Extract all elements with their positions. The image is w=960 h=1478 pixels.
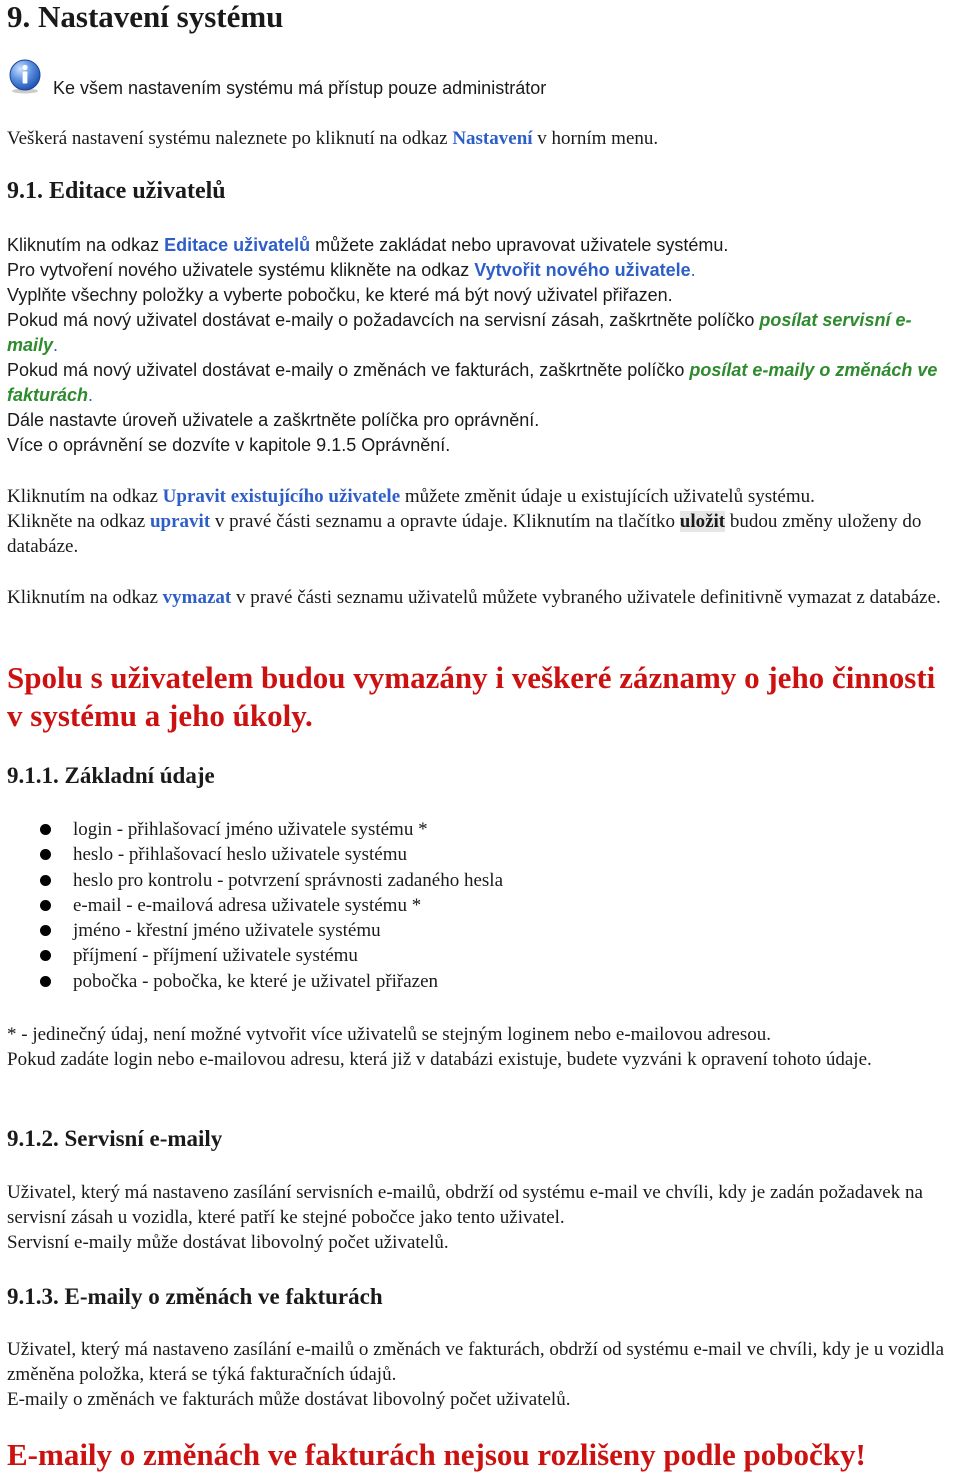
basic-fields-list <box>40 817 503 994</box>
section-9-1-3-text: Uživatel, který má nastaveno zasílání e-mailů o změnách ve fakturách, obdrží od systému e-mail ve chvíli, kdy je u vozidla změněna položka, která se týká fakturačních údajů. E-maily o změnách ve fakturách může dostávat libovolný počet uživatelů. <box>7 1339 945 1410</box>
bullet-icon <box>40 875 51 886</box>
editace-uzivatelu-link[interactable]: Editace uživatelů <box>164 235 311 255</box>
posilat-servisni-emaily-option: posílat servisní e-maily <box>7 310 912 355</box>
bullet-icon <box>40 824 51 835</box>
section-9-1-2-text: Uživatel, který má nastaveno zasílání servisních e-mailů, obdrží od systému e-mail ve chvíli, kdy je zadán požadavek na servisní zásah u vozidla, které patří ke stejné pobočce jako tento uživatel. Servisní e-maily může dostávat libovolný počet uživatelů. <box>7 1182 923 1253</box>
section-9-1-paragraph-4: Kliknutím na odkaz vymazat v pravé části seznamu uživatelů můžete vybraného uživatele definitivně vymazat z databáze. <box>7 587 941 608</box>
list-item: příjmení - příjmení uživatele systému <box>40 943 503 968</box>
list-item: login - přihlašovací jméno uživatele systému * <box>40 817 503 842</box>
page-title: 9. Nastavení systému <box>7 0 284 34</box>
section-9-1-paragraph-1: Kliknutím na odkaz Editace uživatelů můžete zakládat nebo upravovat uživatele systému. Pro vytvoření nového uživatele systému klikněte na odkaz Vytvořit nového uživatele. Vyplňte všechny položky a vyberte pobočku, ke které má být nový uživatel přiřazen. <box>7 235 729 305</box>
list-item: e-mail - e-mailová adresa uživatele systému * <box>40 893 503 918</box>
list-item: heslo - přihlašovací heslo uživatele systému <box>40 842 503 867</box>
upravit-link[interactable]: upravit <box>149 511 211 532</box>
section-9-1-paragraph-3: Kliknutím na odkaz Upravit existujícího uživatele můžete změnit údaje u existujících uživatelů systému. Klikněte na odkaz upravit v pravé části seznamu a opravte údaje. Kliknutím na tlačítko uložit budou změny uloženy do databáze. <box>7 486 922 557</box>
vymazat-link[interactable]: vymazat <box>162 587 232 608</box>
section-9-1-2-heading: 9.1.2. Servisní e-maily <box>7 1126 223 1151</box>
bullet-icon <box>40 976 51 987</box>
section-9-1-heading: 9.1. Editace uživatelů <box>7 178 226 204</box>
unique-field-note: * - jedinečný údaj, není možné vytvořit více uživatelů se stejným loginem nebo e-mailovou adresou. Pokud zadáte login nebo e-mailovou adresu, která již v databázi existuje, budete vyzváni k opravení tohoto údaje. <box>7 1024 872 1070</box>
posilat-emaily-o-zmenach-option: posílat e-maily o změnách ve fakturách <box>7 360 938 405</box>
section-9-1-paragraph-2: Pokud má nový uživatel dostávat e-maily o požadavcích na servisní zásah, zaškrtněte políčko posílat servisní e-maily. Pokud má nový uživatel dostávat e-maily o změnách ve fakturách, zaškrtněte políčko posílat e-maily o změnách ve fakturách. Dále nastavte úroveň uživatele a zaškrtněte políčka pro oprávnění. Více o oprávnění se dozvíte v kapitole 9.1.5 Oprávnění. <box>7 310 938 455</box>
delete-warning: Spolu s uživatelem budou vymazány i veškeré záznamy o jeho činnosti v systému a jeho úkoly. <box>7 660 936 733</box>
bullet-icon <box>40 950 51 961</box>
bullet-icon <box>40 900 51 911</box>
nastaveni-link[interactable]: Nastavení <box>452 128 533 149</box>
info-text: Ke všem nastavením systému má přístup pouze administrátor <box>53 78 547 98</box>
list-item: jméno - křestní jméno uživatele systému <box>40 918 503 943</box>
bullet-icon <box>40 849 51 860</box>
intro-paragraph: Veškerá nastavení systému naleznete po kliknutí na odkaz Nastavení v horním menu. <box>7 128 659 149</box>
list-item: pobočka - pobočka, ke které je uživatel přiřazen <box>40 969 503 994</box>
bullet-icon <box>40 925 51 936</box>
upravit-existujiciho-uzivatele-link[interactable]: Upravit existujícího uživatele <box>162 486 401 507</box>
ulozit-button-label: uložit <box>679 511 726 532</box>
section-9-1-1-heading: 9.1.1. Základní údaje <box>7 763 215 788</box>
info-icon <box>7 58 43 94</box>
vytvorit-noveho-uzivatele-link[interactable]: Vytvořit nového uživatele <box>474 260 691 280</box>
section-9-1-3-heading: 9.1.3. E-maily o změnách ve fakturách <box>7 1284 383 1309</box>
list-item: heslo pro kontrolu - potvrzení správnosti zadaného hesla <box>40 868 503 893</box>
invoice-email-warning: E-maily o změnách ve fakturách nejsou rozlišeny podle pobočky! <box>7 1437 866 1472</box>
